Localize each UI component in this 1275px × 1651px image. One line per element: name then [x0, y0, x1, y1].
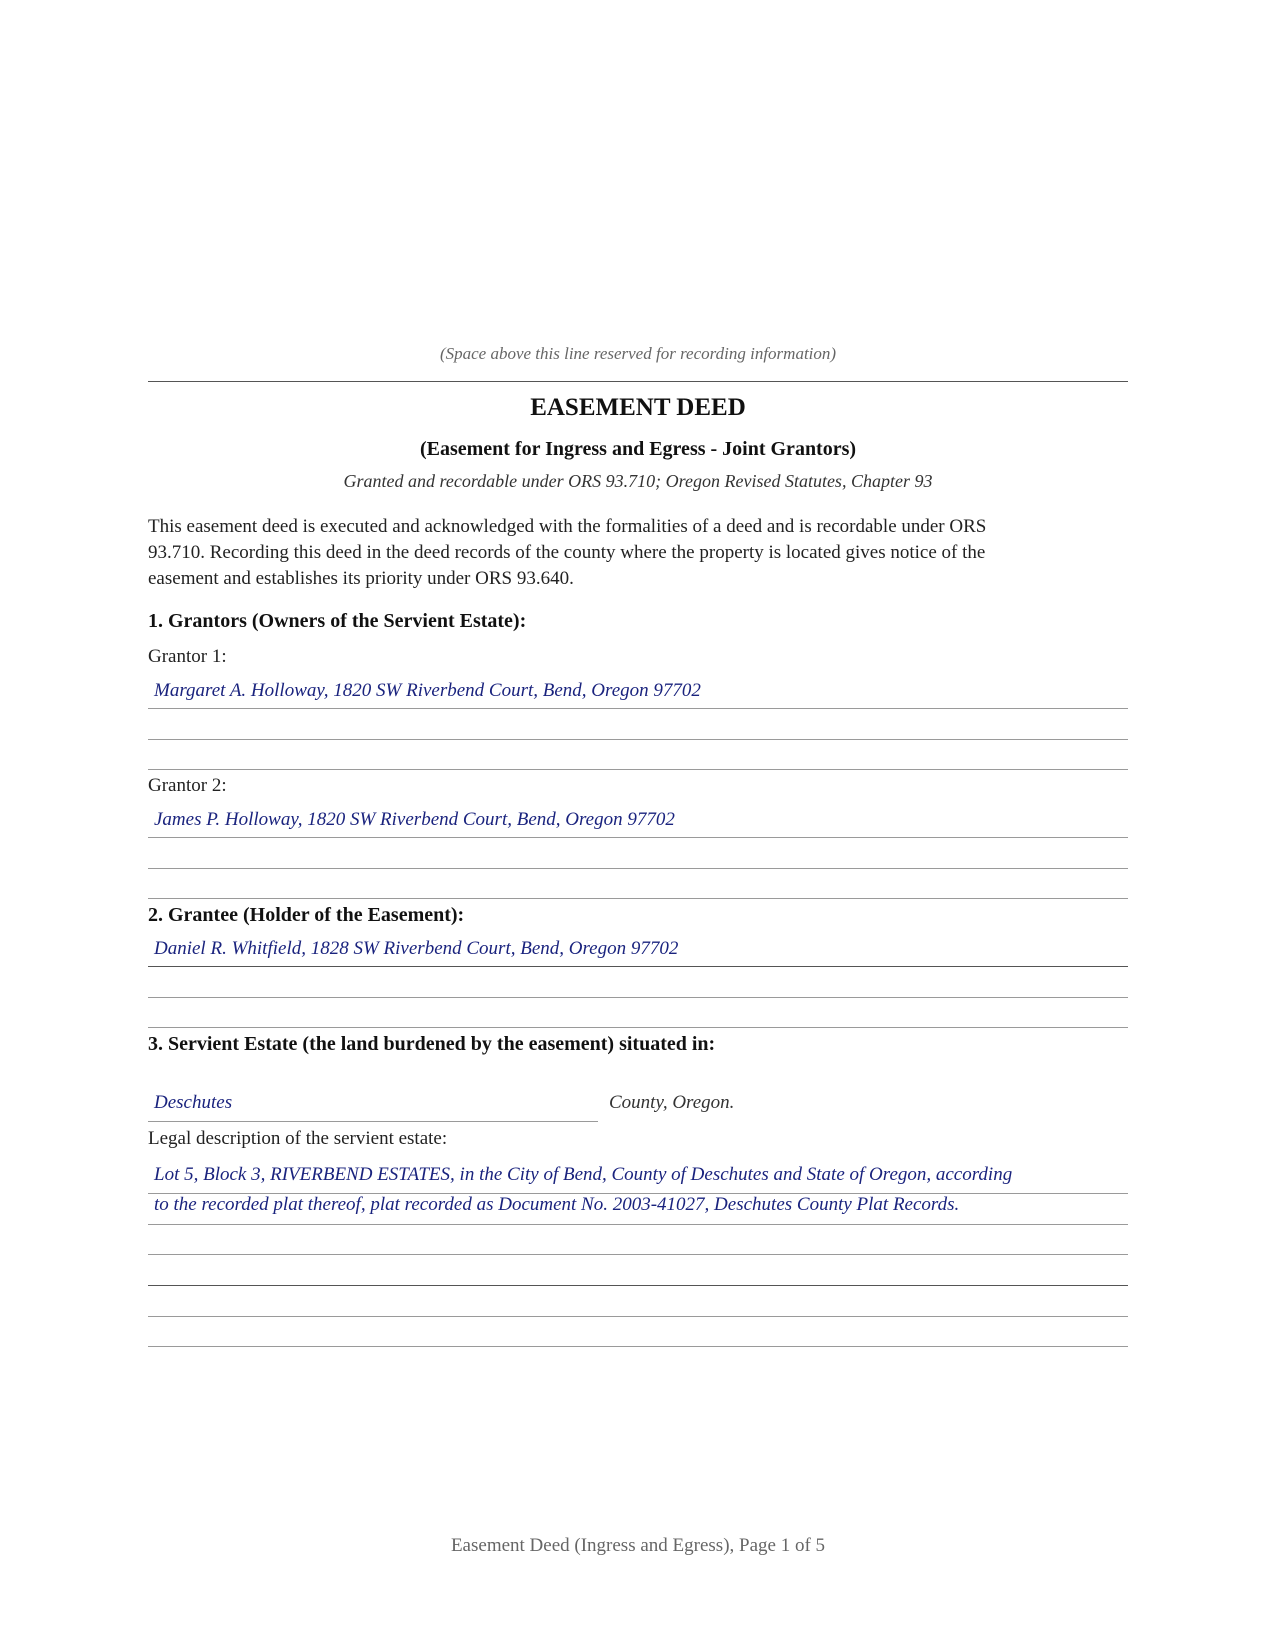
grantor-2-line-1 [148, 837, 1128, 838]
section-1-heading: 1. Grantors (Owners of the Servient Estate): [148, 610, 527, 632]
grantor-1-label: Grantor 1: [148, 646, 227, 667]
intro-line-1: This easement deed is executed and acknowledged with the formalities of a deed and is recordable under ORS [148, 516, 987, 537]
grantee-line-1 [148, 966, 1128, 967]
legal-rule-6 [148, 1346, 1128, 1347]
section-2-heading: 2. Grantee (Holder of the Easement): [148, 904, 465, 926]
grantor-1-line-2 [148, 739, 1128, 740]
county-suffix: County, Oregon. [609, 1092, 735, 1113]
grantor-2-line-3 [148, 898, 1128, 899]
legal-rule-5 [148, 1316, 1128, 1317]
grantor-1-field[interactable]: Margaret A. Holloway, 1820 SW Riverbend Court, Bend, Oregon 97702 [154, 680, 701, 701]
legal-description-label: Legal description of the servient estate: [148, 1128, 448, 1149]
legal-description-line-1[interactable]: Lot 5, Block 3, RIVERBEND ESTATES, in the City of Bend, County of Deschutes and State of Oregon, according [154, 1164, 1013, 1185]
county-field[interactable]: Deschutes [154, 1092, 233, 1113]
grantor-1-line-3 [148, 769, 1128, 770]
grantor-2-line-2 [148, 868, 1128, 869]
document-title: EASEMENT DEED [530, 394, 746, 421]
statutory-authority: Granted and recordable under ORS 93.710; Oregon Revised Statutes, Chapter 93 [343, 471, 933, 491]
grantee-line-3 [148, 1027, 1128, 1028]
grantor-1-line-1 [148, 708, 1128, 709]
grantor-2-label: Grantor 2: [148, 775, 227, 796]
intro-line-2: 93.710. Recording this deed in the deed records of the county where the property is located gives notice of the [148, 542, 986, 563]
grantee-line-2 [148, 997, 1128, 998]
recording-divider [148, 381, 1128, 382]
grantor-2-field[interactable]: James P. Holloway, 1820 SW Riverbend Court, Bend, Oregon 97702 [154, 809, 675, 830]
document-subtitle: (Easement for Ingress and Egress - Joint Grantors) [419, 438, 857, 460]
page-footer: Easement Deed (Ingress and Egress), Page 1 of 5 [450, 1535, 826, 1556]
legal-description-line-2[interactable]: to the recorded plat thereof, plat recorded as Document No. 2003-41027, Deschutes County Plat Records. [154, 1194, 960, 1215]
legal-rule-4 [148, 1285, 1128, 1286]
county-line [148, 1121, 598, 1122]
section-3-heading: 3. Servient Estate (the land burdened by the easement) situated in: [148, 1033, 716, 1055]
legal-rule-2 [148, 1224, 1128, 1225]
legal-rule-3 [148, 1254, 1128, 1255]
recording-reserved-note: (Space above this line reserved for recording information) [439, 344, 837, 363]
intro-line-3: easement and establishes its priority under ORS 93.640. [148, 568, 574, 589]
grantee-field[interactable]: Daniel R. Whitfield, 1828 SW Riverbend Court, Bend, Oregon 97702 [154, 938, 679, 959]
